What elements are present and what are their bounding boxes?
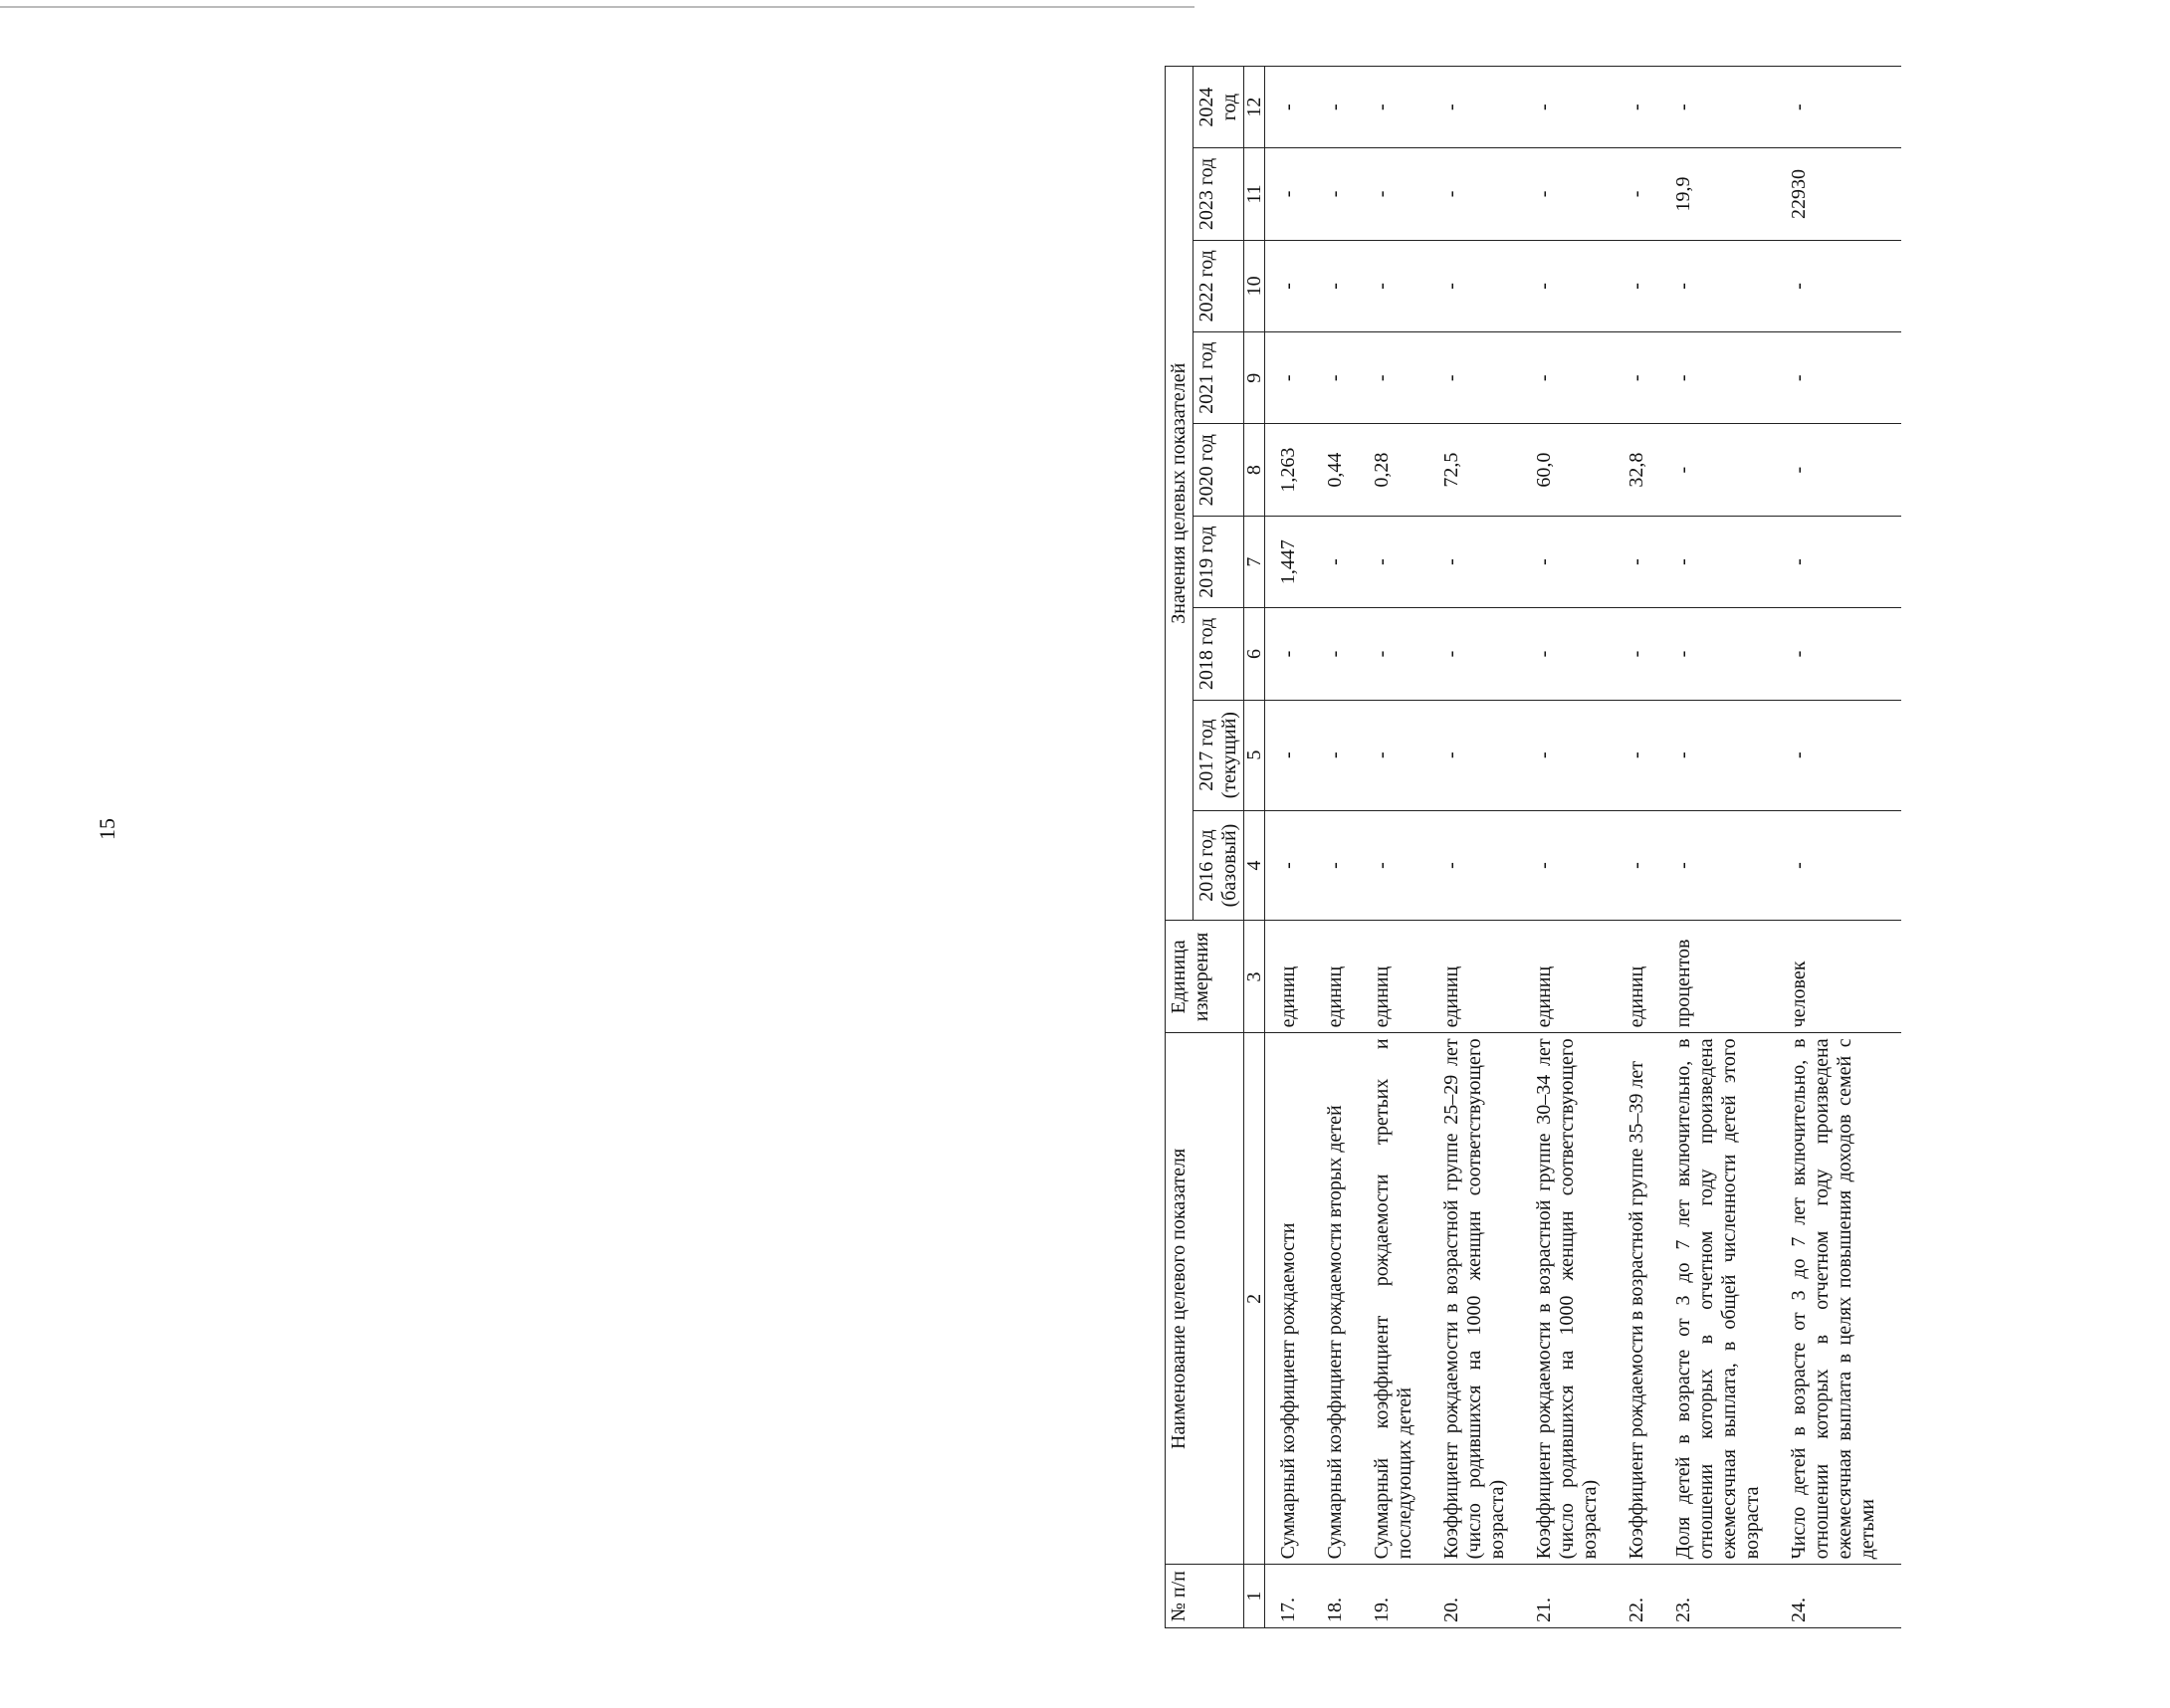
table-row: [1265, 67, 1323, 1628]
indicator-value: -: [1369, 810, 1438, 921]
indicator-value: 19,9: [1670, 148, 1786, 240]
indicator-value: -: [1670, 810, 1786, 921]
indicator-value: -: [1531, 516, 1624, 607]
indicator-value: -: [1624, 332, 1670, 424]
indicator-value: 32,8: [1624, 424, 1670, 516]
table-row: [1670, 67, 1786, 1628]
indicator-name: Коэффициент рождаемости в возрастной группе 35–39 лет: [1624, 1033, 1670, 1565]
indicator-value: -: [1322, 148, 1369, 240]
indicator-value: -: [1786, 608, 1901, 700]
indicator-value: -: [1624, 700, 1670, 810]
indicator-value: -: [1624, 608, 1670, 700]
indicator-value: -: [1786, 516, 1901, 607]
header-column-number: 6: [1244, 608, 1265, 700]
indicator-value: -: [1670, 67, 1786, 148]
indicator-value: -: [1369, 240, 1438, 331]
header-column-number: 8: [1244, 424, 1265, 516]
indicator-value: 22930: [1786, 148, 1901, 240]
indicator-name: Число детей в возрасте от 3 до 7 лет включительно, в отношении которых в отчетном году произведена ежемесячная выплата в целях повышения доходов семей с детьми: [1786, 1033, 1901, 1565]
indicator-name: Коэффициент рождаемости в возрастной группе 30–34 лет (число родившихся на 1000 женщин соответствующего возраста): [1531, 1033, 1624, 1565]
indicator-value: -: [1369, 148, 1438, 240]
header-column-number: 1: [1244, 1565, 1265, 1628]
row-number: 21.: [1531, 1565, 1624, 1628]
indicator-value: -: [1624, 240, 1670, 331]
table-row: [1786, 67, 1901, 1628]
indicator-value: -: [1369, 700, 1438, 810]
indicator-value: -: [1531, 67, 1624, 148]
indicator-value: 0,44: [1322, 424, 1369, 516]
indicator-value: -: [1786, 240, 1901, 331]
header-year: 2018 год: [1194, 608, 1244, 700]
indicator-value: -: [1322, 810, 1369, 921]
indicator-value: -: [1438, 148, 1531, 240]
table-row: [1438, 67, 1531, 1628]
row-number: 19.: [1369, 1565, 1438, 1628]
indicator-value: -: [1322, 67, 1369, 148]
header-year: 2019 год: [1194, 516, 1244, 607]
indicator-value: -: [1322, 332, 1369, 424]
indicator-value: -: [1670, 516, 1786, 607]
header-num: № п/п: [1166, 1565, 1244, 1628]
table-row: [1624, 67, 1670, 1628]
header-year: 2020 год: [1194, 424, 1244, 516]
indicator-value: 1,263: [1265, 424, 1323, 516]
indicator-value: -: [1531, 608, 1624, 700]
indicator-value: -: [1624, 810, 1670, 921]
header-column-number: 5: [1244, 700, 1265, 810]
indicator-value: -: [1322, 516, 1369, 607]
indicator-value: -: [1322, 700, 1369, 810]
indicator-value: -: [1670, 240, 1786, 331]
indicator-value: -: [1670, 424, 1786, 516]
header-column-number: 7: [1244, 516, 1265, 607]
indicator-value: -: [1531, 332, 1624, 424]
header-values-group: Значения целевых показателей: [1166, 67, 1194, 921]
row-number: 22.: [1624, 1565, 1670, 1628]
indicator-value: -: [1624, 67, 1670, 148]
indicator-value: -: [1369, 67, 1438, 148]
indicator-value: -: [1670, 332, 1786, 424]
table-row: [1322, 67, 1369, 1628]
unit-of-measure: процентов: [1670, 921, 1786, 1033]
indicator-name: Коэффициент рождаемости в возрастной группе 25–29 лет (число родившихся на 1000 женщин соответствующего возраста): [1438, 1033, 1531, 1565]
indicator-value: -: [1438, 608, 1531, 700]
row-number: 18.: [1322, 1565, 1369, 1628]
indicator-value: -: [1531, 810, 1624, 921]
row-number: 24.: [1786, 1565, 1901, 1628]
unit-of-measure: единиц: [1531, 921, 1624, 1033]
indicator-value: -: [1265, 148, 1323, 240]
indicator-value: 60,0: [1531, 424, 1624, 516]
indicator-value: -: [1438, 516, 1531, 607]
indicator-value: 1,447: [1265, 516, 1323, 607]
indicator-value: -: [1786, 424, 1901, 516]
header-year: 2024 год: [1194, 67, 1244, 148]
unit-of-measure: единиц: [1369, 921, 1438, 1033]
row-number: 17.: [1265, 1565, 1323, 1628]
indicator-value: -: [1369, 516, 1438, 607]
indicator-value: -: [1265, 332, 1323, 424]
header-name: Наименование целевого показателя: [1166, 1033, 1244, 1565]
header-year: 2022 год: [1194, 240, 1244, 331]
indicator-name: Доля детей в возрасте от 3 до 7 лет включительно, в отношении которых в отчетном году произведена ежемесячная выплата, в общей численности детей этого возраста: [1670, 1033, 1786, 1565]
header-column-number: 10: [1244, 240, 1265, 331]
header-column-number: 2: [1244, 1033, 1265, 1565]
table-row: [1369, 67, 1438, 1628]
rotated-table-container: [1165, 66, 2170, 1628]
indicator-value: -: [1786, 332, 1901, 424]
indicator-value: -: [1265, 67, 1323, 148]
indicator-value: 0,28: [1369, 424, 1438, 516]
indicator-value: -: [1531, 240, 1624, 331]
indicator-value: -: [1265, 240, 1323, 331]
unit-of-measure: единиц: [1438, 921, 1531, 1033]
header-year: 2017 год (текущий): [1194, 700, 1244, 810]
indicator-value: -: [1624, 516, 1670, 607]
indicator-value: -: [1438, 700, 1531, 810]
indicator-value: -: [1322, 608, 1369, 700]
target-indicators-table: [1165, 66, 1901, 1628]
indicator-value: -: [1786, 700, 1901, 810]
indicator-value: -: [1369, 332, 1438, 424]
indicator-value: -: [1624, 148, 1670, 240]
unit-of-measure: человек: [1786, 921, 1901, 1033]
header-year: 2016 год (базовый): [1194, 810, 1244, 921]
indicator-value: -: [1265, 608, 1323, 700]
indicator-value: -: [1531, 700, 1624, 810]
header-column-number: 11: [1244, 148, 1265, 240]
unit-of-measure: единиц: [1265, 921, 1323, 1033]
indicator-value: 72,5: [1438, 424, 1531, 516]
header-year: 2021 год: [1194, 332, 1244, 424]
indicator-value: -: [1438, 240, 1531, 331]
indicator-value: -: [1369, 608, 1438, 700]
indicator-value: -: [1670, 608, 1786, 700]
page-number: 15: [95, 818, 119, 840]
indicator-value: -: [1265, 810, 1323, 921]
indicator-value: -: [1438, 332, 1531, 424]
indicator-value: -: [1265, 700, 1323, 810]
header-column-number: 4: [1244, 810, 1265, 921]
indicator-value: -: [1438, 810, 1531, 921]
indicator-value: -: [1670, 700, 1786, 810]
indicator-value: -: [1438, 67, 1531, 148]
header-unit: Единица измерения: [1166, 921, 1244, 1033]
row-number: 23.: [1670, 1565, 1786, 1628]
unit-of-measure: единиц: [1624, 921, 1670, 1033]
unit-of-measure: единиц: [1322, 921, 1369, 1033]
indicator-value: -: [1531, 148, 1624, 240]
scan-edge-line: [0, 6, 1194, 8]
row-number: 20.: [1438, 1565, 1531, 1628]
indicator-name: Суммарный коэффициент рождаемости третьих и последующих детей: [1369, 1033, 1438, 1565]
indicator-name: Суммарный коэффициент рождаемости вторых детей: [1322, 1033, 1369, 1565]
header-column-number: 3: [1244, 921, 1265, 1033]
header-year: 2023 год: [1194, 148, 1244, 240]
indicator-value: -: [1322, 240, 1369, 331]
header-column-number: 12: [1244, 67, 1265, 148]
header-column-number: 9: [1244, 332, 1265, 424]
indicator-value: -: [1786, 810, 1901, 921]
indicator-value: -: [1786, 67, 1901, 148]
indicator-name: Суммарный коэффициент рождаемости: [1265, 1033, 1323, 1565]
table-row: [1531, 67, 1624, 1628]
